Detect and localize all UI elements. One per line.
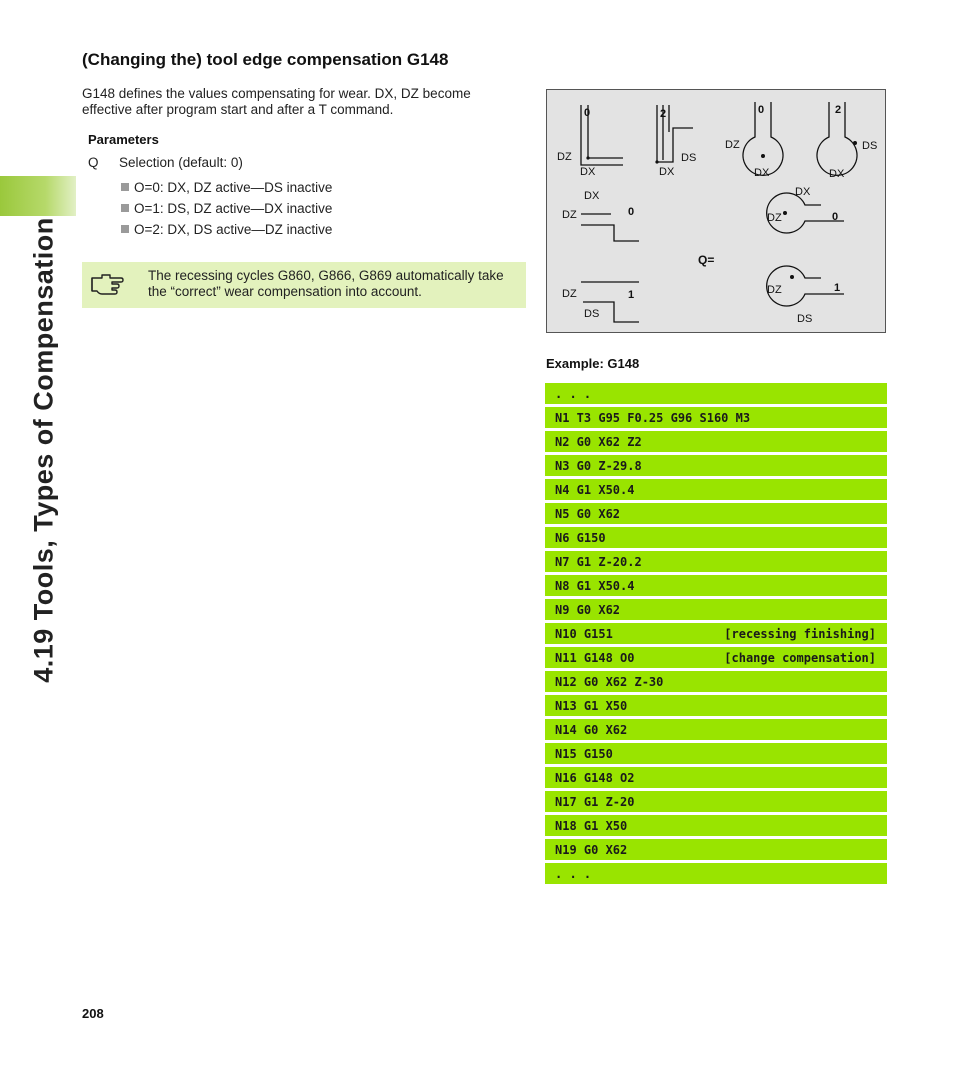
note-box bbox=[82, 262, 526, 308]
code-text: N12 G0 X62 Z-30 bbox=[555, 675, 664, 689]
figure-q-label: Q= bbox=[698, 253, 715, 267]
code-line bbox=[545, 767, 887, 788]
figure-q-number: 0 bbox=[832, 211, 839, 223]
code-text: N2 G0 X62 Z2 bbox=[555, 435, 642, 449]
note-text: The recessing cycles G860, G866, G869 automatically take the “correct” wear compensation into account. bbox=[148, 268, 504, 299]
code-text: N17 G1 Z-20 bbox=[555, 795, 635, 809]
parameter-description: Selection (default: 0) bbox=[119, 155, 243, 170]
figure-label: DZ bbox=[767, 284, 782, 296]
intro-paragraph: G148 defines the values compensating for wear. DX, DZ become effective after program start and after a T command. bbox=[82, 86, 471, 117]
code-text: N1 T3 G95 F0.25 G96 S160 M3 bbox=[555, 411, 751, 425]
figure-label: DZ bbox=[767, 212, 782, 224]
option-label: O=1: DS, DZ active—DX inactive bbox=[134, 201, 333, 216]
parameter-key: Q bbox=[88, 155, 99, 170]
code-text: N11 G148 O0 bbox=[555, 651, 635, 665]
parameter-q bbox=[88, 155, 243, 170]
code-line bbox=[545, 455, 887, 476]
figure-label: DX bbox=[829, 168, 845, 180]
parameters-heading: Parameters bbox=[88, 132, 159, 147]
code-line bbox=[545, 407, 887, 428]
option-item bbox=[121, 180, 332, 195]
code-listing bbox=[545, 383, 887, 887]
code-comment: [recessing finishing] bbox=[724, 627, 876, 641]
code-line bbox=[545, 671, 887, 692]
code-line bbox=[545, 791, 887, 812]
code-line bbox=[545, 431, 887, 452]
figure-q-number: 0 bbox=[584, 107, 591, 119]
page-number: 208 bbox=[82, 1006, 104, 1021]
code-text: N9 G0 X62 bbox=[555, 603, 621, 617]
figure-label: DX bbox=[659, 166, 675, 178]
figure-label: DZ bbox=[562, 288, 577, 300]
code-text: N10 G151 bbox=[555, 627, 613, 641]
code-text: N8 G1 X50.4 bbox=[555, 579, 635, 593]
figure-label: DX bbox=[795, 186, 811, 198]
option-item bbox=[121, 201, 332, 216]
code-text: N5 G0 X62 bbox=[555, 507, 621, 521]
chapter-title: 4.19 Tools, Types of Compensation bbox=[28, 217, 59, 683]
bullet-square-icon bbox=[121, 183, 129, 191]
code-text: N18 G1 X50 bbox=[555, 819, 628, 833]
option-label: O=0: DX, DZ active—DS inactive bbox=[134, 180, 333, 195]
figure-label: DZ bbox=[725, 139, 740, 151]
code-line bbox=[545, 575, 887, 596]
figure-q-number: 0 bbox=[758, 104, 765, 116]
figure-label: DS bbox=[584, 308, 600, 320]
figure-label: DX bbox=[754, 167, 770, 179]
code-line bbox=[545, 599, 887, 620]
figure-q-number: 0 bbox=[628, 206, 635, 218]
code-line bbox=[545, 383, 887, 404]
compensation-diagram-svg bbox=[547, 90, 885, 332]
code-text: N15 G150 bbox=[555, 747, 613, 761]
code-text: N19 G0 X62 bbox=[555, 843, 628, 857]
code-line bbox=[545, 719, 887, 740]
bullet-square-icon bbox=[121, 204, 129, 212]
code-line bbox=[545, 743, 887, 764]
figure-label: DX bbox=[584, 190, 600, 202]
code-line bbox=[545, 479, 887, 500]
code-text: . . . bbox=[555, 387, 592, 401]
figure-q-number: 1 bbox=[628, 289, 635, 301]
code-line bbox=[545, 503, 887, 524]
code-text: N4 G1 X50.4 bbox=[555, 483, 635, 497]
figure-label: DZ bbox=[562, 209, 577, 221]
code-text: N3 G0 Z-29.8 bbox=[555, 459, 642, 473]
chapter-title-vertical bbox=[24, 30, 64, 870]
figure-label: DX bbox=[580, 166, 596, 178]
compensation-diagram bbox=[546, 89, 886, 333]
code-line bbox=[545, 623, 887, 644]
figure-label: DS bbox=[862, 140, 878, 152]
code-text: N16 G148 O2 bbox=[555, 771, 635, 785]
example-heading: Example: G148 bbox=[546, 356, 640, 371]
code-line bbox=[545, 863, 887, 884]
code-line bbox=[545, 647, 887, 668]
code-line bbox=[545, 839, 887, 860]
figure-q-number: 2 bbox=[835, 104, 842, 116]
figure-q-number: 2 bbox=[660, 108, 667, 120]
section-heading: (Changing the) tool edge compensation G148 bbox=[82, 50, 449, 69]
code-text: N13 G1 X50 bbox=[555, 699, 628, 713]
code-line bbox=[545, 527, 887, 548]
figure-label: DZ bbox=[557, 151, 572, 163]
code-comment: [change compensation] bbox=[724, 651, 876, 665]
option-label: O=2: DX, DS active—DZ inactive bbox=[134, 222, 333, 237]
option-item bbox=[121, 222, 332, 237]
code-text: N7 G1 Z-20.2 bbox=[555, 555, 642, 569]
code-text: N14 G0 X62 bbox=[555, 723, 628, 737]
figure-label: DS bbox=[797, 313, 813, 325]
code-line bbox=[545, 815, 887, 836]
code-line bbox=[545, 695, 887, 716]
figure-label: DS bbox=[681, 152, 697, 164]
code-text: N6 G150 bbox=[555, 531, 606, 545]
bullet-square-icon bbox=[121, 225, 129, 233]
pointing-hand-icon bbox=[90, 271, 124, 297]
figure-q-number: 1 bbox=[834, 282, 841, 294]
code-line bbox=[545, 551, 887, 572]
code-text: . . . bbox=[555, 867, 592, 881]
